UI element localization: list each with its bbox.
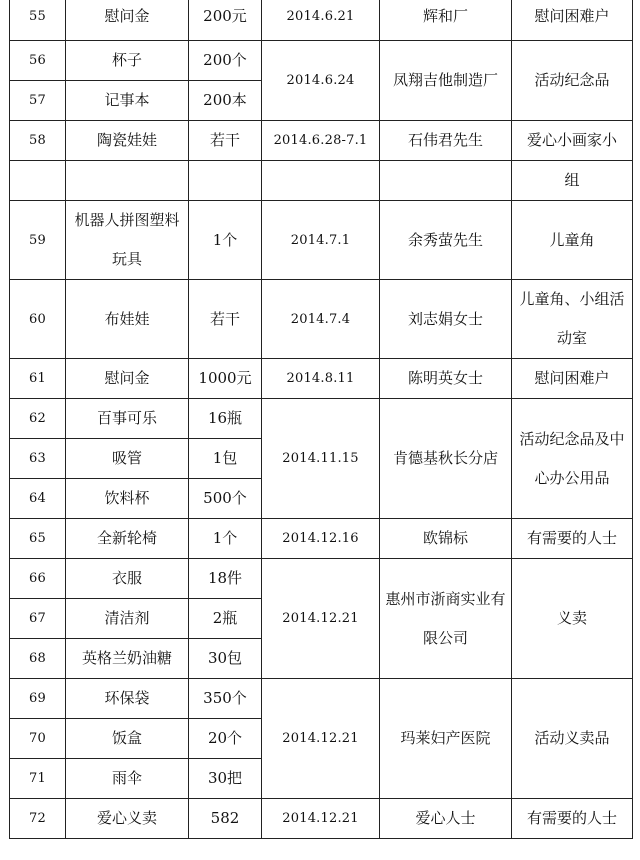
- item-name: 饮料杯: [66, 479, 189, 519]
- usage: 有需要的人士: [512, 799, 633, 839]
- quantity: 1000元: [189, 359, 262, 399]
- row-number: 62: [10, 399, 66, 439]
- item-name: 机器人拼图塑料玩具: [66, 201, 189, 280]
- row-number: 68: [10, 639, 66, 679]
- donor: 陈明英女士: [380, 359, 512, 399]
- donation-table: [9, 0, 633, 839]
- quantity: 1个: [189, 519, 262, 559]
- row-number: 58: [10, 121, 66, 161]
- usage: 儿童角: [512, 201, 633, 280]
- item-name: 杯子: [66, 41, 189, 81]
- item-name: 百事可乐: [66, 399, 189, 439]
- empty-cell: [380, 161, 512, 201]
- row-number: 55: [10, 0, 66, 41]
- empty-cell: [262, 161, 380, 201]
- usage: 儿童角、小组活动室: [512, 280, 633, 359]
- table-row: [10, 0, 633, 41]
- quantity: 18件: [189, 559, 262, 599]
- item-name: 饭盒: [66, 719, 189, 759]
- usage: 活动义卖品: [512, 679, 633, 799]
- item-name: 英格兰奶油糖: [66, 639, 189, 679]
- donation-date: 2014.7.1: [262, 201, 380, 280]
- item-name: 雨伞: [66, 759, 189, 799]
- donor: 爱心人士: [380, 799, 512, 839]
- quantity: 350个: [189, 679, 262, 719]
- donor: 余秀萤先生: [380, 201, 512, 280]
- row-number: 61: [10, 359, 66, 399]
- usage: 有需要的人士: [512, 519, 633, 559]
- item-name: 清洁剂: [66, 599, 189, 639]
- donation-date: 2014.12.16: [262, 519, 380, 559]
- quantity: 若干: [189, 280, 262, 359]
- table-row: [10, 41, 633, 81]
- item-name: 慰问金: [66, 359, 189, 399]
- row-number: 72: [10, 799, 66, 839]
- empty-cell: [66, 161, 189, 201]
- row-number: 69: [10, 679, 66, 719]
- quantity: 2瓶: [189, 599, 262, 639]
- donor: 肯德基秋长分店: [380, 399, 512, 519]
- donation-date: 2014.7.4: [262, 280, 380, 359]
- item-name: 环保袋: [66, 679, 189, 719]
- empty-cell: [10, 161, 66, 201]
- quantity: 1个: [189, 201, 262, 280]
- donation-date: 2014.6.28-7.1: [262, 121, 380, 161]
- row-number: 71: [10, 759, 66, 799]
- row-number: 56: [10, 41, 66, 81]
- usage: 活动纪念品: [512, 41, 633, 121]
- item-name: 衣服: [66, 559, 189, 599]
- item-name: 全新轮椅: [66, 519, 189, 559]
- quantity: 30包: [189, 639, 262, 679]
- quantity: 16瓶: [189, 399, 262, 439]
- quantity: 582: [189, 799, 262, 839]
- table-row: [10, 359, 633, 399]
- quantity: 20个: [189, 719, 262, 759]
- row-number: 60: [10, 280, 66, 359]
- item-name: 布娃娃: [66, 280, 189, 359]
- table-row: [10, 399, 633, 439]
- quantity: 500个: [189, 479, 262, 519]
- table-row: [10, 559, 633, 599]
- row-number: 59: [10, 201, 66, 280]
- table-row: [10, 280, 633, 359]
- quantity: 30把: [189, 759, 262, 799]
- table-row: [10, 121, 633, 161]
- row-number: 63: [10, 439, 66, 479]
- donation-date: 2014.12.21: [262, 679, 380, 799]
- row-number: 66: [10, 559, 66, 599]
- donation-date: 2014.12.21: [262, 559, 380, 679]
- item-name: 陶瓷娃娃: [66, 121, 189, 161]
- donor: 凤翔吉他制造厂: [380, 41, 512, 121]
- quantity: 200元: [189, 0, 262, 41]
- donor: 玛莱妇产医院: [380, 679, 512, 799]
- row-number: 67: [10, 599, 66, 639]
- table-row: [10, 161, 633, 201]
- table-row: [10, 519, 633, 559]
- donation-date: 2014.8.11: [262, 359, 380, 399]
- usage: 组: [512, 161, 633, 201]
- donation-date: 2014.6.21: [262, 0, 380, 41]
- usage: 爱心小画家小: [512, 121, 633, 161]
- item-name: 吸管: [66, 439, 189, 479]
- donor: 惠州市浙商实业有限公司: [380, 559, 512, 679]
- donation-date: 2014.12.21: [262, 799, 380, 839]
- row-number: 57: [10, 81, 66, 121]
- table-row: [10, 201, 633, 280]
- quantity: 1包: [189, 439, 262, 479]
- item-name: 爱心义卖: [66, 799, 189, 839]
- row-number: 70: [10, 719, 66, 759]
- donor: 辉和厂: [380, 0, 512, 41]
- item-name: 记事本: [66, 81, 189, 121]
- usage: 慰问困难户: [512, 0, 633, 41]
- table-row: [10, 799, 633, 839]
- quantity: 若干: [189, 121, 262, 161]
- donor: 欧锦标: [380, 519, 512, 559]
- quantity: 200本: [189, 81, 262, 121]
- donor: 石伟君先生: [380, 121, 512, 161]
- item-name: 慰问金: [66, 0, 189, 41]
- table-row: [10, 679, 633, 719]
- quantity: 200个: [189, 41, 262, 81]
- donation-date: 2014.11.15: [262, 399, 380, 519]
- usage: 活动纪念品及中心办公用品: [512, 399, 633, 519]
- donation-date: 2014.6.24: [262, 41, 380, 121]
- usage: 慰问困难户: [512, 359, 633, 399]
- usage: 义卖: [512, 559, 633, 679]
- empty-cell: [189, 161, 262, 201]
- row-number: 64: [10, 479, 66, 519]
- donor: 刘志娟女士: [380, 280, 512, 359]
- row-number: 65: [10, 519, 66, 559]
